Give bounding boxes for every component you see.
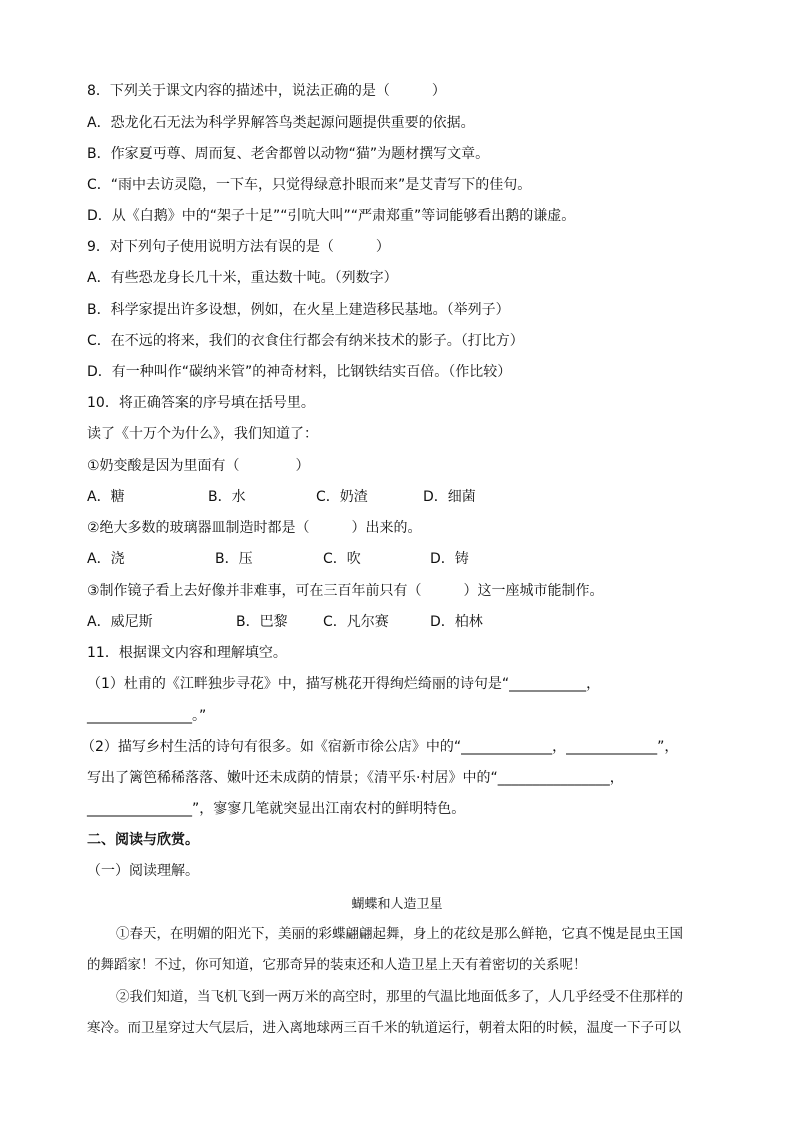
subsection-heading: （一）阅读理解。: [87, 863, 199, 879]
q8-option-c: C．“雨中去访灵隐，一下车，只觉得绿意扑眼而来”是艾青写下的佳句。: [87, 177, 532, 193]
q8-stem: 8．下列关于课文内容的描述中，说法正确的是（ ）: [87, 83, 446, 99]
option: B．压: [215, 551, 253, 567]
q9-option-d: D．有一种叫作“碳纳米管”的神奇材料，比钢铁结实百倍。（作比较）: [87, 364, 512, 380]
q11-line2: _______________。”: [87, 708, 207, 724]
option: D．柏林: [430, 614, 483, 630]
q10-stem: 10．将正确答案的序号填在括号里。: [87, 395, 315, 411]
q8-option-d: D．从《白鹅》中的“架子十足”“引吭大叫”“严肃郑重”等词能够看出鹅的谦虚。: [87, 208, 576, 224]
option: A．浇: [87, 551, 125, 567]
q11-line1: （1）杜甫的《江畔独步寻花》中，描写桃花开得绚烂绮丽的诗句是“___________，: [87, 676, 601, 692]
option: C．凡尔赛: [323, 614, 389, 630]
option: D．铸: [430, 551, 469, 567]
paragraph-1-line-2: 的舞蹈家！不过，你可知道，它那奇异的装束还和人造卫星上天有着密切的关系呢！: [87, 957, 587, 973]
q9-option-b: B．科学家提出许多设想，例如，在火星上建造移民基地。（举列子）: [87, 302, 510, 318]
q10-sub2: ②绝大多数的玻璃器皿制造时都是（ ）出来的。: [87, 520, 422, 536]
paragraph-1-line-1: ①春天，在明媚的阳光下，美丽的彩蝶翩翩起舞，身上的花纹是那么鲜艳，它真不愧是昆虫王国: [116, 926, 683, 942]
option: A．威尼斯: [87, 614, 153, 630]
q10-sub3: ③制作镜子看上去好像并非难事，可在三百年前只有（ ）这一座城市能制作。: [87, 583, 604, 599]
q9-option-c: C．在不远的将来，我们的衣食住行都会有纳米技术的影子。（打比方）: [87, 333, 524, 349]
q9-stem: 9．对下列句子使用说明方法有误的是（ ）: [87, 239, 390, 255]
q9-option-a: A．有些恐龙身长几十米，重达数十吨。（列数字）: [87, 270, 398, 286]
q8-option-a: A．恐龙化石无法为科学界解答鸟类起源问题提供重要的依据。: [87, 115, 475, 131]
q11-line3: （2）描写乡村生活的诗句有很多。如《宿新市徐公店》中的“_____________，_____________”，: [81, 739, 679, 755]
option: A．糖: [87, 489, 125, 505]
article-title: 蝴蝶和人造卫星: [351, 897, 443, 912]
paragraph-2-line-1: ②我们知道，当飞机飞到一两万米的高空时，那里的气温比地面低多了，人几乎经受不住那样的: [116, 989, 683, 1005]
option: B．巴黎: [236, 614, 288, 630]
section-heading: 二、阅读与欣赏。: [87, 832, 199, 848]
option: B．水: [208, 489, 246, 505]
paragraph-2-line-2: 寒冷。而卫星穿过大气层后，进入离地球两三百千米的轨道运行，朝着太阳的时候，温度一下子可以: [87, 1020, 681, 1036]
q11-line4: 写出了篱笆稀稀落落、嫩叶还未成荫的情景；《清平乐·村居》中的“________________，: [87, 770, 624, 786]
q10-sub1: ①奶变酸是因为里面有（ ）: [87, 458, 310, 474]
q11-stem: 11．根据课文内容和理解填空。: [87, 645, 287, 661]
q10-sub2-options: [87, 549, 469, 569]
q8-option-b: B．作家夏丏尊、周而复、老舍都曾以动物“猫”为题材撰写文章。: [87, 146, 490, 162]
option: D．细菌: [423, 489, 476, 505]
q10-sub1-options: [87, 487, 476, 507]
option: C．吹: [323, 551, 361, 567]
q10-sub3-options: [87, 612, 483, 632]
q10-intro: 读了《十万个为什么》，我们知道了：: [87, 426, 318, 442]
option: C．奶渣: [316, 489, 368, 505]
q11-line5: _______________”，寥寥几笔就突显出江南农村的鲜明特色。: [87, 801, 466, 817]
